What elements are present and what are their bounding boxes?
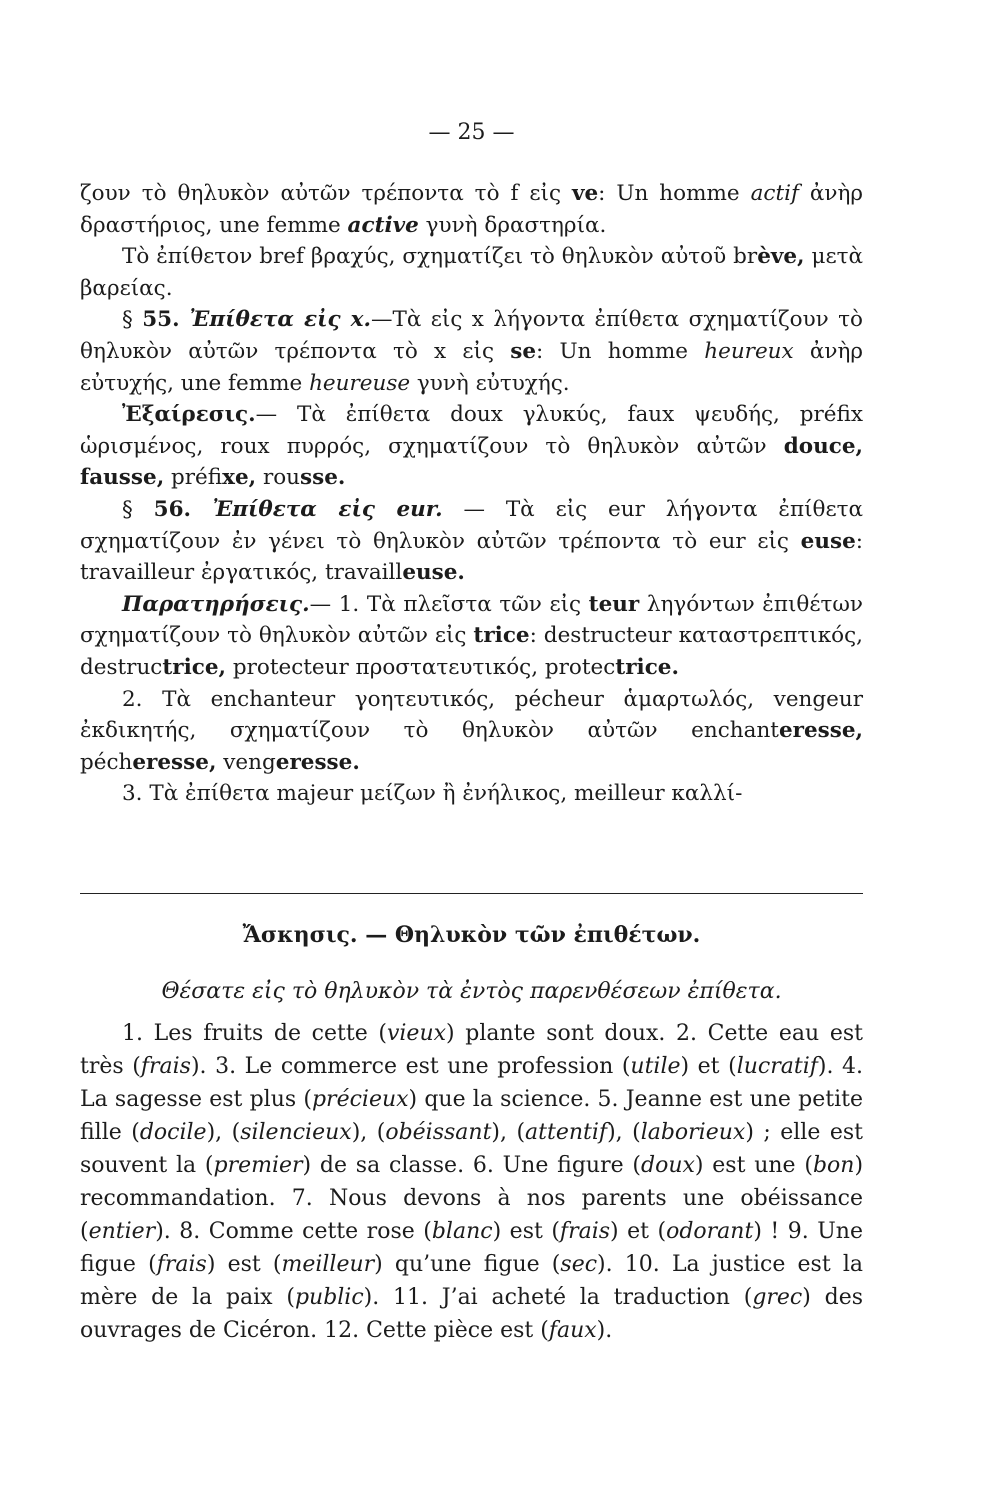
emphasis-run: frais (156, 1252, 207, 1277)
text-run: ἀνὴρ δραστήριος, une femme (80, 181, 863, 238)
text-run: : Un homme (598, 181, 751, 206)
page-number: — 25 — (428, 120, 515, 145)
text-run: ) ; elle est souvent la ( (80, 1120, 863, 1178)
exercise-title: Ἄσκησις. — Θηλυκὸν τῶν ἐπιθέτων. (242, 922, 701, 948)
text-run: ) plante sont doux. 2. Cette eau est très ( (80, 1021, 863, 1079)
text-run: : travailleur ἐργατικός, travaill (80, 528, 863, 586)
text-run: 1. Les fruits de cette ( (122, 1021, 387, 1046)
text-run: ), ( (607, 1120, 641, 1145)
paragraph (80, 241, 863, 304)
emphasis-run: attentif (525, 1120, 608, 1145)
exercise-instruction: Θέσατε εἰς τὸ θηλυκὸν τὰ ἐντὸς παρενθέσεων ἐπίθετα. (161, 979, 782, 1004)
text-run: ) des ouvrages de Cicéron. 12. Cette pièce est ( (80, 1285, 863, 1343)
text-run: μετὰ βαρείας. (80, 244, 863, 301)
paragraph (80, 304, 863, 399)
emphasis-run: docile (139, 1120, 207, 1145)
emphasis-run: euse. (402, 560, 465, 586)
emphasis-run: teur (588, 591, 640, 617)
text-run: ). 8. Comme cette rose ( (155, 1219, 432, 1244)
emphasis-run: eresse, (132, 749, 217, 775)
emphasis-run: doux (640, 1153, 695, 1178)
text-run: ζουν τὸ θηλυκὸν αὐτῶν τρέποντα τὸ f εἰς (80, 181, 572, 206)
text-run: ) est ( (492, 1219, 560, 1244)
text-run: ) est ( (206, 1252, 282, 1277)
emphasis-run: trice. (615, 654, 679, 680)
emphasis-run: ève, (757, 244, 805, 270)
text-run: ), ( (491, 1120, 526, 1145)
exercise-body (80, 1017, 863, 1347)
emphasis-run: utile (630, 1054, 681, 1079)
emphasis-run: trice, (162, 654, 227, 680)
text-run: ) que la science. 5. Jeanne est une petite fille ( (80, 1087, 863, 1145)
paragraph (80, 494, 863, 589)
paragraph (80, 684, 863, 779)
emphasis-run: Ἐπίθετα εἰς x. (189, 307, 371, 333)
emphasis-run: douce, fausse, (80, 433, 863, 491)
section-divider (80, 893, 863, 894)
emphasis-run: Ἐξαίρεσις. (122, 402, 256, 428)
emphasis-run: trice (473, 623, 530, 649)
text-run: γυνὴ εὐτυχής. (410, 370, 570, 396)
emphasis-run: ve (572, 181, 599, 206)
text-run: ). 11. J’ai acheté la traduction ( (363, 1285, 753, 1310)
emphasis-run: bon (812, 1153, 855, 1178)
emphasis-run: heureuse (309, 370, 411, 396)
text-run: rou (256, 465, 301, 491)
emphasis-run: odorant (666, 1219, 754, 1244)
text-run: ) qu’une figue ( (374, 1252, 561, 1277)
emphasis-run: xe, (222, 465, 257, 491)
text-run: ) de sa classe. 6. Une figure ( (302, 1153, 641, 1178)
text-run: —Τὰ εἰς x λήγοντα ἐπίθετα σχηματίζουν τὸ θηλυκὸν αὐτῶν τρέποντα τὸ x εἰς (80, 307, 863, 364)
text-run: ). 3. Le commerce est une profession ( (190, 1054, 631, 1079)
emphasis-run: faux (548, 1318, 597, 1343)
text-run: Τὸ ἐπίθετον bref βραχύς, σχηματίζει τὸ θηλυκὸν αὐτοῦ br (122, 244, 758, 270)
text-run: ) recommandation. 7. Nous devons à nos parents une obéissance ( (80, 1153, 864, 1244)
text-run: — 1. Τὰ πλεῖστα τῶν εἰς (309, 591, 589, 617)
text-run: 2. Τὰ enchanteur γοητευτικός, pécheur ἁμαρτωλός, vengeur ἐκδικητής, σχηματίζουν τὸ θηλυκὸν αὐτῶν enchant (80, 686, 863, 744)
emphasis-run: vieux (386, 1021, 447, 1046)
emphasis-run: lucratif (736, 1054, 818, 1079)
text-run: — Τὰ ἐπίθετα doux γλυκύς, faux ψευδής, préfix ὡρισμένος, roux πυρρός, σχηματίζουν τὸ θηλυκὸν αὐτῶν (80, 402, 863, 459)
emphasis-run: blanc (431, 1219, 493, 1244)
text-run: ) et ( (680, 1054, 737, 1079)
text-run: : destructeur καταστρεπτικός, destruc (80, 623, 863, 680)
emphasis-run: entier (88, 1219, 156, 1244)
text-run: ), ( (351, 1120, 386, 1145)
emphasis-run: sse. (300, 465, 346, 491)
paragraph (80, 178, 863, 241)
text-run: ληγόντων ἐπιθέτων σχηματίζουν τὸ θηλυκὸν αὐτῶν εἰς (80, 591, 863, 649)
emphasis-run: meilleur (281, 1252, 375, 1277)
emphasis-run: frais (140, 1054, 191, 1079)
emphasis-run: eresse, (778, 718, 863, 744)
emphasis-run: 56. (153, 496, 213, 522)
emphasis-run: euse (800, 528, 856, 554)
paragraph (80, 589, 863, 684)
text-run: ). (596, 1318, 613, 1343)
emphasis-run: eresse. (275, 749, 360, 775)
text-run: ), ( (206, 1120, 241, 1145)
text-run: ) ! 9. Une figue ( (80, 1219, 863, 1277)
paragraph (80, 778, 863, 810)
text-run: protecteur προστατευτικός, protec (226, 654, 616, 680)
text-run: veng (216, 749, 276, 775)
emphasis-run: premier (213, 1153, 303, 1178)
emphasis-run: 55. (142, 307, 190, 333)
emphasis-run: silencieux (240, 1120, 352, 1145)
emphasis-run: Ἐπίθετα εἰς eur. (212, 496, 443, 522)
emphasis-run: frais (559, 1219, 611, 1244)
emphasis-run: public (294, 1285, 364, 1310)
text-run: ) et ( (610, 1219, 667, 1244)
emphasis-run: heureux (704, 338, 794, 364)
text-run: ). 4. La sagesse est plus ( (80, 1054, 864, 1112)
text-run: ἀνὴρ εὐτυχής, une femme (80, 338, 863, 396)
text-run: préfi (164, 465, 223, 491)
emphasis-run: laborieux (640, 1120, 746, 1145)
text-run: 3. Τὰ ἐπίθετα majeur μείζων ἢ ἐνήλικος, meilleur καλλί- (122, 781, 743, 807)
emphasis-run: sec (560, 1252, 598, 1277)
text-run: γυνὴ δραστηρία. (418, 212, 607, 238)
paragraph (80, 399, 863, 494)
emphasis-run: actif (750, 181, 799, 206)
text-run: ). 10. La justice est la mère de la paix ( (80, 1252, 863, 1310)
text-run: ) est une ( (694, 1153, 813, 1178)
grammar-text (80, 178, 863, 810)
emphasis-run: obéissant (385, 1120, 492, 1145)
text-run: — Τὰ εἰς eur λήγοντα ἐπίθετα σχηματίζουν ἐν γένει τὸ θηλυκὸν αὐτῶν τρέποντα τὸ eur εἰς (80, 496, 864, 554)
text-run: : Un homme (536, 338, 705, 364)
text-run: § (122, 496, 154, 522)
emphasis-run: se (510, 338, 537, 364)
emphasis-run: active (347, 212, 419, 238)
emphasis-run: Παρατηρήσεις. (122, 591, 310, 617)
text-run: péch (80, 749, 133, 775)
emphasis-run: grec (752, 1285, 803, 1310)
text-run: § (122, 307, 143, 333)
emphasis-run: précieux (311, 1087, 409, 1112)
